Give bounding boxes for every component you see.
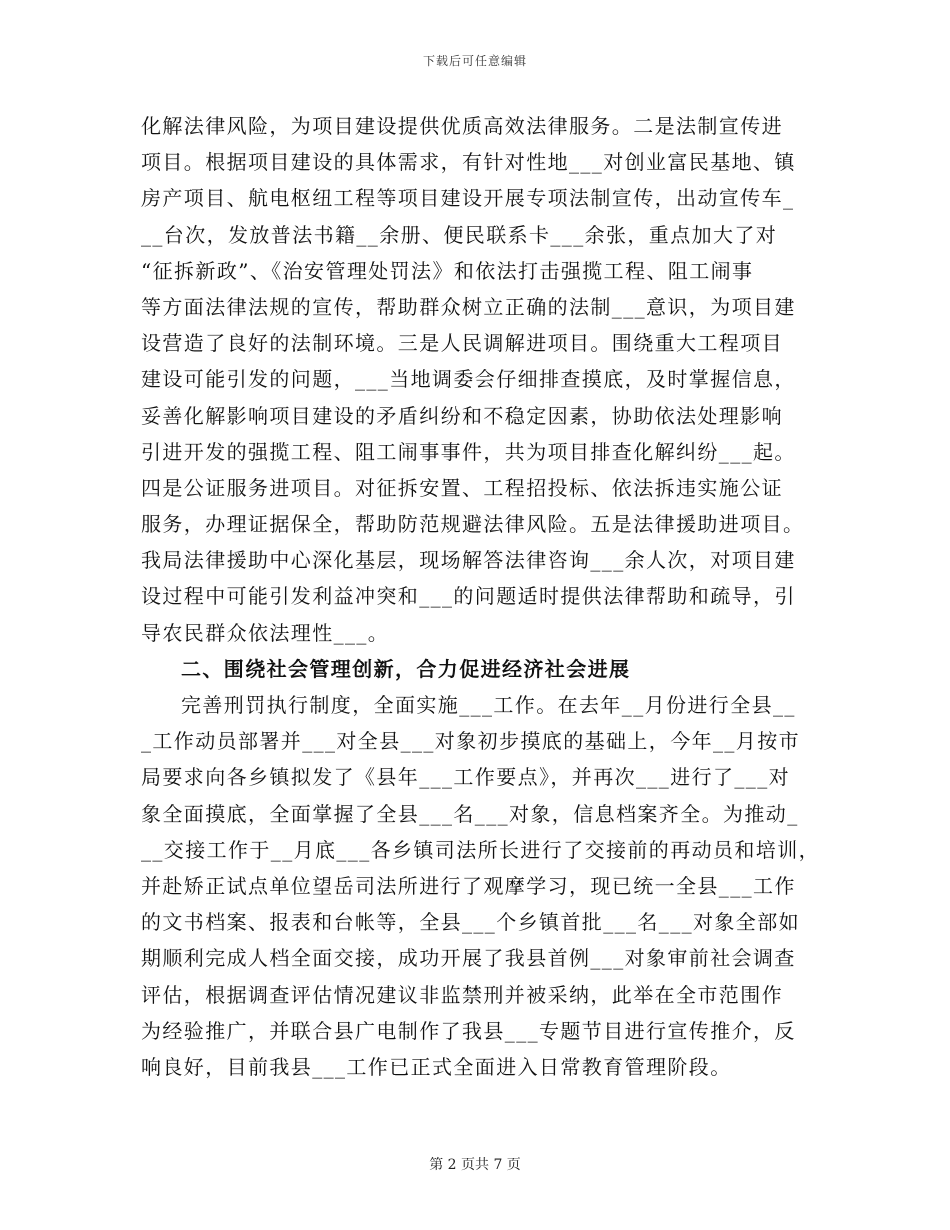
body-line: 化解法律风险，为项目建设提供优质高效法律服务。二是法制宣传进 <box>141 114 783 138</box>
body-line: 四是公证服务进项目。对征拆安置、工程招投标、依法拆违实施公证 <box>141 475 783 500</box>
body-line: 期顺利完成人档全面交接，成功开展了我县首例___对象审前社会调查 <box>141 946 796 971</box>
body-line: __交接工作于__月底___各乡镇司法所长进行了交接前的再动员和培训， <box>141 837 820 862</box>
body-line: 项目。根据项目建设的具体需求，有针对性地___对创业富民基地、镇 <box>141 150 796 175</box>
body-line: 象全面摸底，全面掌握了全县___名___对象，信息档案齐全。为推动_ <box>141 801 799 826</box>
body-line: 房产项目、航电枢纽工程等项目建设开展专项法制宣传，出动宣传车_ <box>141 186 795 211</box>
body-line: 等方面法律法规的宣传，帮助群众树立正确的法制___意识，为项目建 <box>141 294 796 319</box>
body-line: 导农民群众依法理性___。 <box>141 620 390 645</box>
page-header: 下载后可任意编辑 <box>422 54 527 68</box>
body-line: 并赴矫正试点单位望岳司法所进行了观摩学习，现已统一全县___工作 <box>141 873 796 898</box>
body-line: 响良好，目前我县___工作已正式全面进入日常教育管理阶段。 <box>141 1054 732 1079</box>
body-line: 完善刑罚执行制度，全面实施___工作。在去年__月份进行全县__ <box>181 693 796 717</box>
body-line: 我局法律援助中心深化基层，现场解答法律咨询___余人次，对项目建 <box>141 548 796 573</box>
body-line: “征拆新政”、《治安管理处罚法》和依法打击强揽工程、阻工闹事 <box>141 258 754 283</box>
body-line: 妥善化解影响项目建设的矛盾纠纷和不稳定因素，协助依法处理影响 <box>141 403 783 428</box>
page-footer: 第 2 页共 7 页 <box>429 1157 521 1173</box>
body-line: 引进开发的强揽工程、阻工闹事事件，共为项目排查化解纠纷___起。 <box>141 439 796 464</box>
body-line: __台次，发放普法书籍__余册、便民联系卡___余张，重点加大了对 <box>141 222 778 247</box>
document-body <box>141 108 821 1085</box>
body-line: 局要求向各乡镇拟发了《县年___工作要点》，并再次___进行了___对 <box>141 765 790 790</box>
body-line: 建设可能引发的问题，___当地调委会仔细排查摸底，及时掌握信息， <box>141 367 796 392</box>
body-line: 服务，办理证据保全，帮助防范规避法律风险。五是法律援助进项目。 <box>141 512 805 537</box>
body-line: 评估，根据调查评估情况建议非监禁刑并被采纳，此举在全市范围作 <box>141 982 783 1007</box>
body-line: _工作动员部署并___对全县___对象初步摸底的基础上，今年__月按市 <box>141 729 800 754</box>
section-heading: 二、围绕社会管理创新，合力促进经济社会进展 <box>181 656 631 681</box>
body-line: 设过程中可能引发利益冲突和___的问题适时提供法律帮助和疏导，引 <box>141 584 796 609</box>
body-line: 为经验推广，并联合县广电制作了我县___专题节目进行宣传推介，反 <box>141 1018 796 1043</box>
body-line: 的文书档案、报表和台帐等，全县___个乡镇首批___名___对象全部如 <box>141 910 800 935</box>
body-line: 设营造了良好的法制环境。三是人民调解进项目。围绕重大工程项目 <box>141 331 783 356</box>
